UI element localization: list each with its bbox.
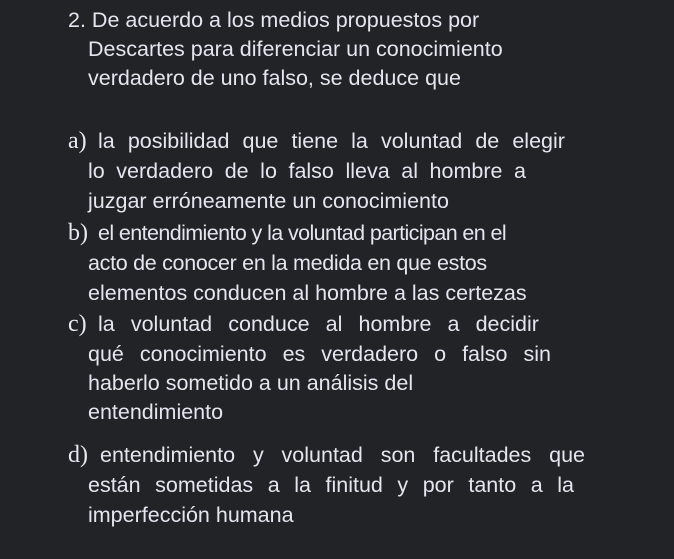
word: elegir	[512, 129, 565, 153]
word: la	[351, 129, 368, 153]
question-line-1	[68, 6, 479, 34]
word: que	[549, 443, 585, 467]
word: posibilidad	[127, 129, 230, 153]
word: a	[447, 312, 460, 336]
word: conduce	[228, 312, 310, 336]
word: la	[557, 473, 574, 497]
word: son	[380, 443, 416, 467]
word: hombre	[429, 159, 503, 183]
option-text-line	[88, 157, 526, 185]
question-number: 2.	[68, 8, 86, 32]
option-text-line	[100, 441, 585, 469]
option-letter: d)	[68, 442, 88, 468]
word: de	[475, 129, 500, 153]
option-text-line: entendimiento	[88, 400, 224, 424]
word: voluntad	[380, 129, 463, 153]
option-letter: c)	[68, 311, 87, 337]
word: conocimiento	[139, 342, 267, 366]
word: falso	[462, 342, 508, 366]
option-text-line: acto de conocer en la medida en que estos	[88, 251, 487, 275]
word: entendimiento	[100, 443, 236, 467]
word: a	[267, 473, 280, 497]
option-text-line: imperfección humana	[88, 503, 294, 527]
word: verdadero	[116, 159, 214, 183]
word: que	[242, 129, 279, 153]
word: lo	[260, 159, 277, 183]
option-text-line: elementos conducen al hombre a las certezas	[88, 281, 527, 305]
option-letter: b)	[68, 220, 88, 246]
word: lleva	[345, 159, 390, 183]
option-text-line	[88, 471, 574, 499]
word: la	[98, 312, 115, 336]
word: hombre	[358, 312, 432, 336]
option-letter: a)	[68, 128, 87, 154]
word: la	[98, 129, 115, 153]
word: verdadero	[321, 342, 419, 366]
word: a	[530, 473, 543, 497]
word: tiene	[291, 129, 339, 153]
word: están	[88, 473, 141, 497]
word: falso	[288, 159, 334, 183]
option-text-line: haberlo sometido a un análisis del	[88, 371, 414, 395]
word: y	[252, 443, 264, 467]
word: sin	[523, 342, 551, 366]
word: qué	[88, 342, 124, 366]
word: decidir	[475, 312, 539, 336]
question-text-line: De acuerdo a los medios propuestos por	[91, 8, 480, 32]
question-text-line: verdadero de uno falso, se deduce que	[88, 66, 461, 90]
word: es	[282, 342, 306, 366]
word: o	[434, 342, 447, 366]
word: sometidas	[155, 473, 254, 497]
word: voluntad	[130, 312, 213, 336]
word: tanto	[468, 473, 517, 497]
word: facultades	[433, 443, 532, 467]
option-text-line: el entendimiento y la voluntad participan en el	[98, 221, 507, 245]
word: y	[397, 473, 409, 497]
word: la	[294, 473, 311, 497]
word: por	[422, 473, 454, 497]
option-text-line	[88, 340, 551, 368]
word: lo	[88, 159, 105, 183]
option-text-line	[98, 127, 565, 155]
option-text-line	[98, 310, 539, 338]
word: al	[325, 312, 343, 336]
word: al	[401, 159, 418, 183]
word: voluntad	[281, 443, 363, 467]
word: finitud	[325, 473, 383, 497]
question-text-line: Descartes para diferenciar un conocimiento	[88, 37, 503, 61]
word: a	[514, 159, 526, 183]
option-text-line: juzgar erróneamente un conocimiento	[88, 189, 449, 213]
word: de	[224, 159, 249, 183]
